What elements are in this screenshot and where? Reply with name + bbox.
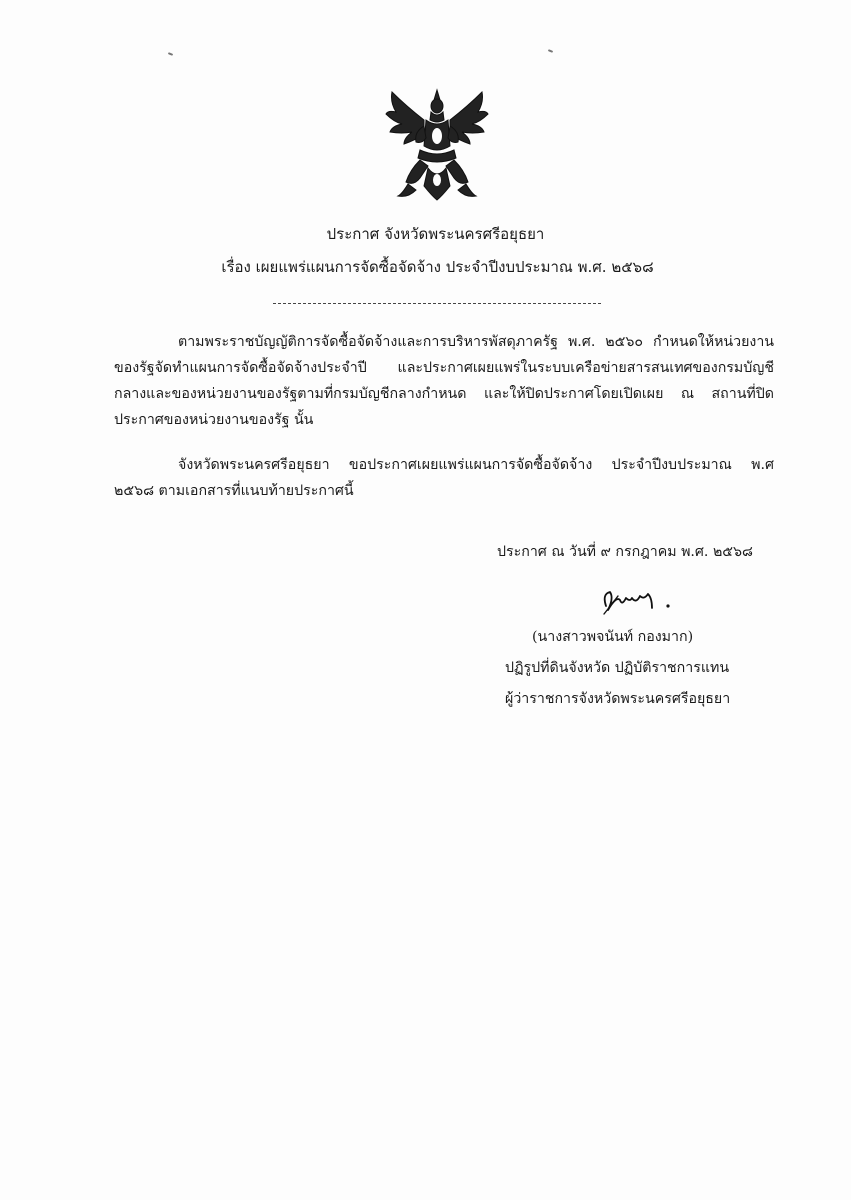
body-paragraph-2-text: จังหวัดพระนครศรีอยุธยา ขอประกาศเผยแพร่แผนการจัดซื้อจัดจ้าง ประจำปีงบประมาณ พ.ศ ๒๕๖๘ ตามเอกสารที่แนบท้ายประกาศนี้ (114, 457, 774, 499)
dashed-divider (273, 303, 601, 304)
garuda-emblem-icon (384, 84, 490, 202)
announcement-date: ประกาศ ณ วันที่ ๙ กรกฎาคม พ.ศ. ๒๕๖๘ (497, 544, 753, 560)
signer-name: (นางสาวพจนันท์ กองมาก) (532, 629, 694, 645)
announcement-subject: เรื่อง เผยแพร่แผนการจัดซื้อจัดจ้าง ประจำปีงบประมาณ พ.ศ. ๒๕๖๘ (221, 258, 654, 276)
body-paragraph-1-text: ตามพระราชบัญญัติการจัดซื้อจัดจ้างและการบริหารพัสดุภาครัฐ พ.ศ. ๒๕๖๐ กำหนดให้หน่วยงานของรัฐจัดทำแผนการจัดซื้อจัดจ้างประจำปี และประกาศเผยแพร่ในระบบเครือข่ายสารสนเทศของกรมบัญชีกลางและของหน่วยงานของรัฐตามที่กรมบัญชีกลางกำหนด และให้ปิดประกาศโดยเปิดเผย ณ สถานที่ปิดประกาศของหน่วยงานของรัฐ นั้น (114, 334, 774, 428)
signer-office: ผู้ว่าราชการจังหวัดพระนครศรีอยุธยา (505, 691, 731, 707)
body-paragraph-1 (114, 329, 774, 433)
signer-position: ปฏิรูปที่ดินจังหวัด ปฏิบัติราชการแทน (505, 660, 730, 676)
scan-speck (168, 52, 173, 56)
body-paragraph-2 (114, 452, 774, 504)
announcement-title: ประกาศ จังหวัดพระนครศรีอยุธยา (326, 225, 545, 243)
scan-speck (548, 49, 553, 53)
handwritten-signature (598, 584, 678, 618)
